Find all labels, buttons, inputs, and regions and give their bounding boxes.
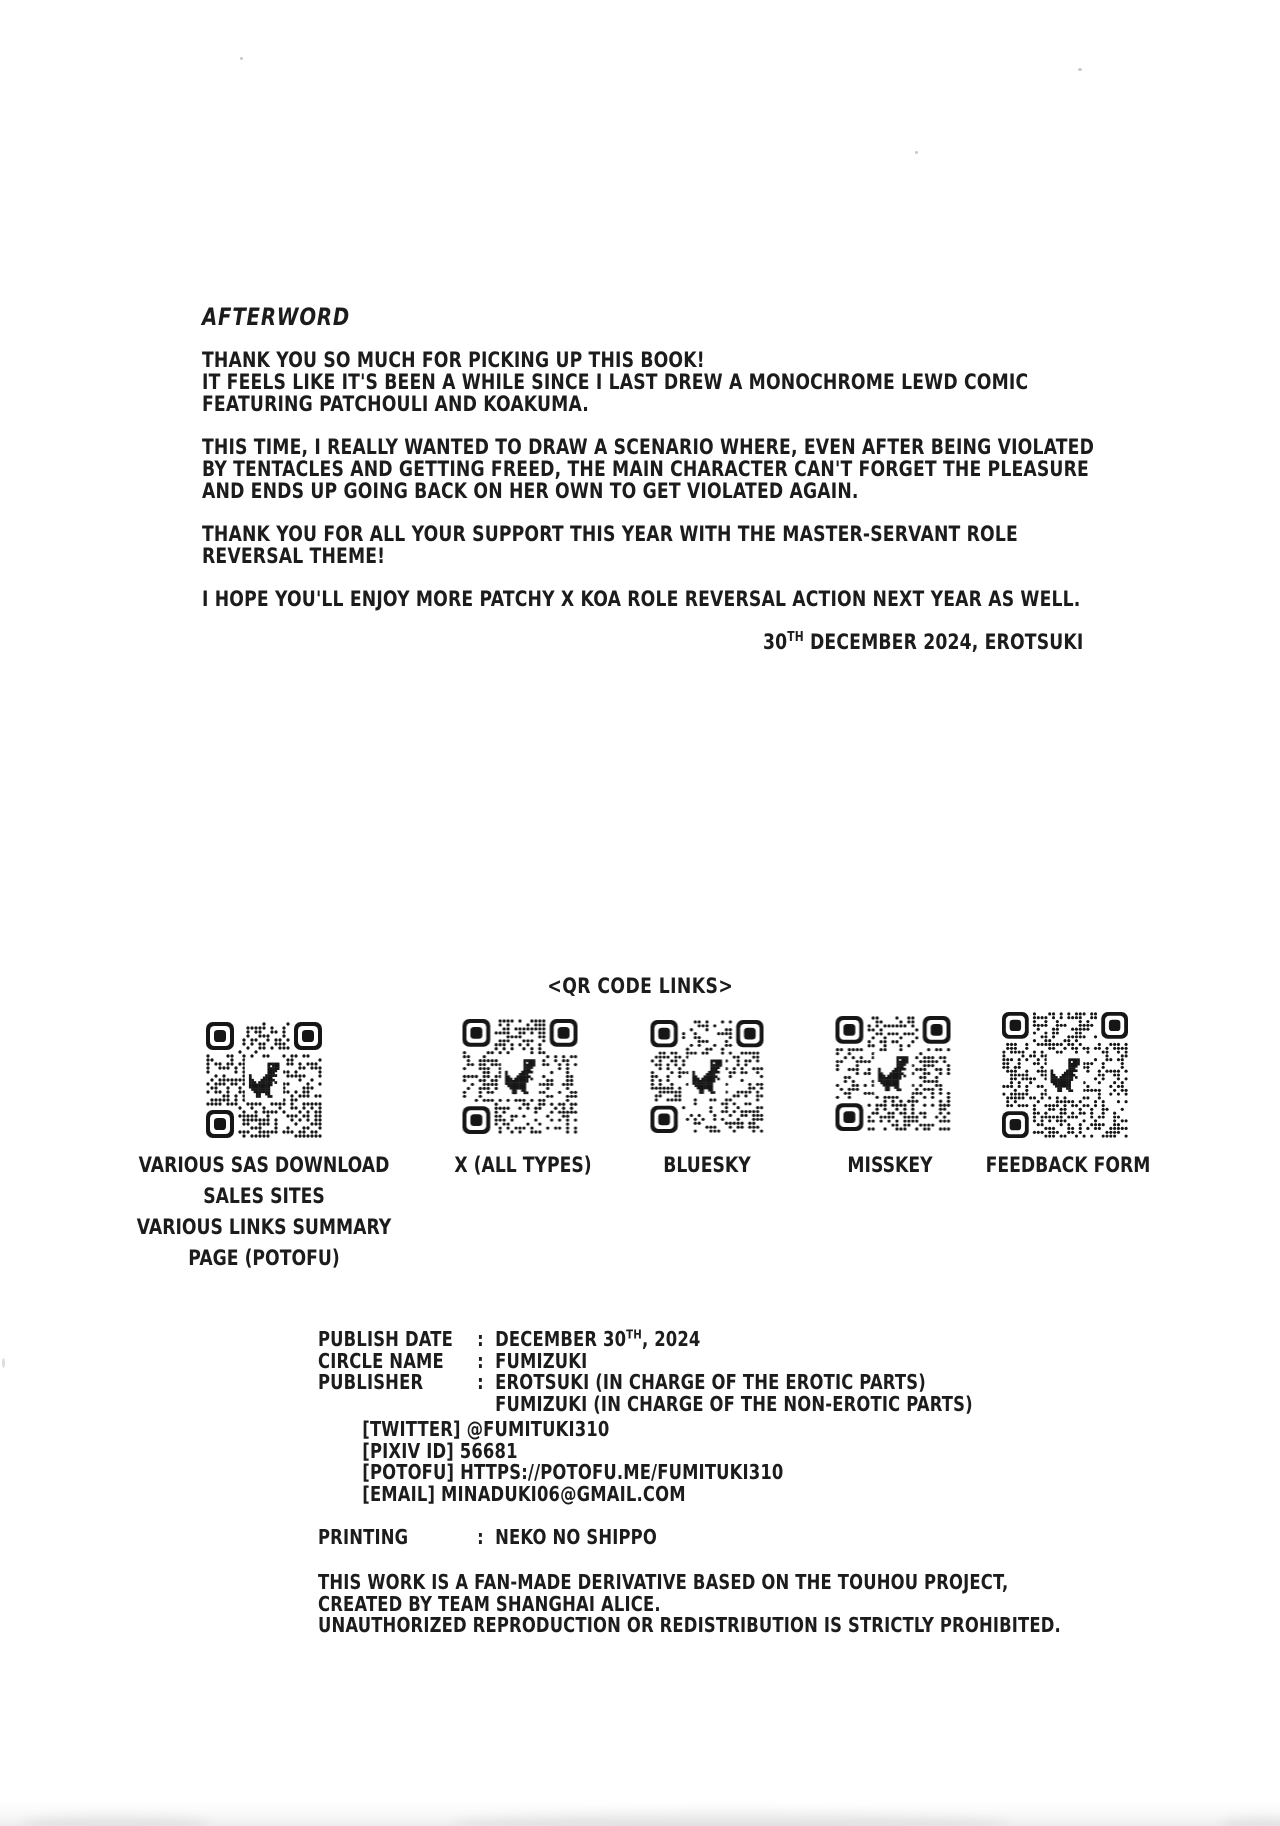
copyright-disclaimer: THIS WORK IS A FAN-MADE DERIVATIVE BASED ON THE TOUHOU PROJECT, CREATED BY TEAM SHANGHAI ALICE. UNAUTHORIZED REPRODUCTION OR REDISTRIBUTION IS STRICTLY PROHIBITED. — [318, 1570, 1061, 1637]
colophon-label: CIRCLE NAME — [318, 1348, 444, 1373]
afterword-paragraph: I HOPE YOU'LL ENJOY MORE PATCHY X KOA ROLE REVERSAL ACTION NEXT YEAR AS WELL. — [202, 587, 1081, 611]
circle-name-value: FUMIZUKI — [495, 1348, 588, 1373]
scan-speck — [1078, 68, 1082, 71]
afterword-section — [202, 303, 383, 331]
colon: : — [477, 1524, 484, 1549]
publisher-value-line2: FUMIZUKI (IN CHARGE OF THE NON-EROTIC PARTS) — [495, 1391, 973, 1416]
qr-code-image — [1002, 1012, 1128, 1138]
qr-label-feedback-form: FEEDBACK FORM — [985, 1153, 1151, 1177]
afterword-body — [202, 348, 1095, 654]
publisher-value: EROTSUKI (IN CHARGE OF THE EROTIC PARTS) — [495, 1370, 926, 1394]
page-bottom-shade — [0, 1800, 1280, 1826]
colophon-label: PUBLISH DATE — [318, 1327, 454, 1351]
afterword-paragraph: THIS TIME, I REALLY WANTED TO DRAW A SCENARIO WHERE, EVEN AFTER BEING VIOLATED BY TENTACLES AND GETTING FREED, THE MAIN CHARACTER CAN'T FORGET THE PLEASURE AND ENDS UP GOING BACK ON HER OWN TO GET VIOLATED AGAIN. — [202, 435, 1095, 503]
afterword-heading: AFTERWORD — [202, 303, 351, 331]
scan-speck — [2, 1358, 5, 1368]
scan-speck — [915, 151, 918, 154]
date-day: 30 — [762, 630, 788, 654]
qr-label-sales-sites: VARIOUS SAS DOWNLOAD SALES SITES VARIOUS LINKS SUMMARY PAGE (POTOFU) — [136, 1153, 392, 1270]
colon: : — [477, 1327, 484, 1351]
qr-label-misskey: MISSKEY — [847, 1153, 933, 1177]
colophon-row-publisher — [318, 1372, 1138, 1394]
date-rest: DECEMBER 2024, EROTSUKI — [803, 630, 1084, 654]
afterword-paragraph: THANK YOU SO MUCH FOR PICKING UP THIS BOOK! IT FEELS LIKE IT'S BEEN A WHILE SINCE I LAST DREW A MONOCHROME LEWD COMIC FEATURING PATCHOULI AND KOAKUMA. — [202, 348, 1029, 416]
qr-code-image — [206, 1022, 322, 1138]
colophon-row-publish-date — [318, 1326, 1138, 1351]
qr-label-x: X (ALL TYPES) — [454, 1153, 592, 1177]
afterword-paragraph: THANK YOU FOR ALL YOUR SUPPORT THIS YEAR WITH THE MASTER-SERVANT ROLE REVERSAL THEME! — [202, 522, 1018, 568]
colon: : — [477, 1370, 484, 1394]
colophon-label: PRINTING — [318, 1524, 409, 1549]
signature-date-line — [202, 631, 1084, 653]
qr-section — [0, 974, 1280, 998]
publish-date-value: DECEMBER 30TH, 2024 — [495, 1326, 701, 1351]
colon: : — [477, 1348, 484, 1373]
qr-code-feedback-form — [1002, 1012, 1128, 1138]
colophon-row-printing — [318, 1524, 1138, 1549]
printing-value: NEKO NO SHIPPO — [495, 1524, 657, 1549]
qr-label-bluesky: BLUESKY — [663, 1153, 751, 1177]
qr-code-image — [836, 1016, 951, 1131]
qr-code-x — [463, 1019, 578, 1134]
colophon-links: [TWITTER] @FUMITUKI310 [PIXIV ID] 56681 [POTOFU] HTTPS://POTOFU.ME/FUMITUKI310 [EMAIL] MINADUKI06@GMAIL.COM — [362, 1417, 784, 1506]
qr-code-bluesky — [651, 1020, 764, 1133]
qr-section-heading: <QR CODE LINKS> — [547, 974, 733, 998]
colophon-row-circle-name — [318, 1348, 1138, 1373]
colophon — [318, 1326, 1138, 1637]
colophon-label: PUBLISHER — [318, 1370, 424, 1394]
qr-code-image — [651, 1020, 764, 1133]
qr-code-misskey — [836, 1016, 951, 1131]
scan-speck — [240, 57, 243, 60]
date-ordinal-suffix: TH — [787, 630, 804, 645]
qr-code-sales-sites — [206, 1022, 322, 1138]
qr-code-image — [463, 1019, 578, 1134]
